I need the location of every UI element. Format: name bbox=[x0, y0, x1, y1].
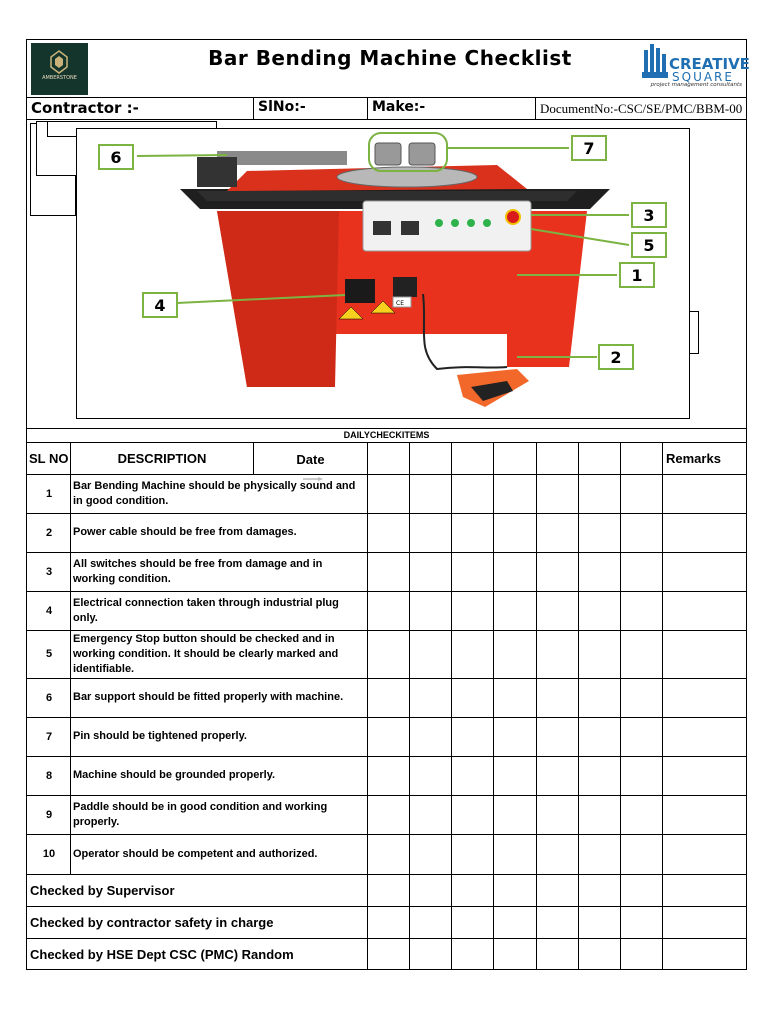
check-cell[interactable] bbox=[537, 835, 578, 874]
item-description: Electrical connection taken through industrial plug only. bbox=[73, 596, 339, 624]
remarks-cell[interactable] bbox=[663, 592, 747, 630]
remarks-cell[interactable] bbox=[663, 553, 747, 591]
signoff-cell[interactable] bbox=[579, 875, 620, 906]
check-cell[interactable] bbox=[494, 553, 536, 591]
check-cell[interactable] bbox=[452, 592, 493, 630]
check-cell[interactable] bbox=[494, 718, 536, 756]
check-cell[interactable] bbox=[410, 553, 451, 591]
signoff-cell[interactable] bbox=[410, 875, 451, 906]
signoff-cell[interactable] bbox=[663, 875, 747, 906]
signoff-cell[interactable] bbox=[663, 939, 747, 970]
check-cell[interactable] bbox=[410, 757, 451, 795]
check-cell[interactable] bbox=[621, 718, 662, 756]
label-7: 7 bbox=[583, 139, 595, 158]
item-number: 1 bbox=[45, 487, 53, 500]
label-1: 1 bbox=[631, 266, 643, 285]
item-number: 7 bbox=[45, 730, 53, 743]
item-number: 10 bbox=[42, 848, 56, 860]
check-cell[interactable] bbox=[621, 514, 662, 552]
remarks-cell[interactable] bbox=[663, 757, 747, 795]
check-cell[interactable] bbox=[579, 718, 620, 756]
signoff-cell[interactable] bbox=[579, 939, 620, 970]
check-cell[interactable] bbox=[579, 679, 620, 717]
column-header-description: DESCRIPTION bbox=[117, 451, 207, 466]
check-cell[interactable] bbox=[579, 553, 620, 591]
creative-square-logo bbox=[642, 42, 750, 92]
check-cell[interactable] bbox=[537, 631, 578, 678]
creative-square-line1: CREATIVE bbox=[669, 55, 750, 73]
signoff-cell[interactable] bbox=[410, 907, 451, 938]
item-description: Operator should be competent and authorized. bbox=[73, 847, 318, 860]
check-cell[interactable] bbox=[537, 475, 578, 513]
machine-image-frame bbox=[76, 128, 690, 419]
check-cell[interactable] bbox=[452, 514, 493, 552]
check-cell[interactable] bbox=[621, 553, 662, 591]
item-description: Power cable should be free from damages. bbox=[73, 526, 297, 538]
check-cell[interactable] bbox=[621, 592, 662, 630]
amberstone-logo bbox=[31, 43, 88, 95]
check-cell[interactable] bbox=[452, 835, 493, 874]
check-cell[interactable] bbox=[368, 553, 409, 591]
column-header-remarks: Remarks bbox=[666, 451, 721, 466]
footer-signoff-row: Checked by Supervisor bbox=[30, 882, 175, 898]
check-cell[interactable] bbox=[368, 631, 409, 678]
check-cell[interactable] bbox=[368, 475, 409, 513]
check-cell[interactable] bbox=[368, 757, 409, 795]
signoff-cell[interactable] bbox=[452, 875, 493, 906]
check-cell[interactable] bbox=[494, 679, 536, 717]
signoff-cell[interactable] bbox=[537, 907, 578, 938]
check-cell[interactable] bbox=[452, 796, 493, 834]
check-cell[interactable] bbox=[368, 592, 409, 630]
label-3: 3 bbox=[643, 206, 655, 225]
check-cell[interactable] bbox=[494, 514, 536, 552]
check-cell[interactable] bbox=[410, 475, 451, 513]
document-number: DocumentNo:-CSC/SE/PMC/BBM-00 bbox=[540, 101, 743, 116]
item-number: 8 bbox=[45, 769, 53, 782]
contractor-label: Contractor :- bbox=[31, 99, 139, 117]
check-cell[interactable] bbox=[537, 718, 578, 756]
item-description: Paddle should be in good condition and working properly. bbox=[73, 800, 328, 828]
check-cell[interactable] bbox=[410, 631, 451, 678]
check-cell[interactable] bbox=[494, 757, 536, 795]
signoff-cell[interactable] bbox=[452, 907, 493, 938]
signoff-cell[interactable] bbox=[621, 875, 662, 906]
check-cell[interactable] bbox=[494, 631, 536, 678]
signoff-cell[interactable] bbox=[494, 907, 536, 938]
check-cell[interactable] bbox=[494, 796, 536, 834]
remarks-cell[interactable] bbox=[663, 679, 747, 717]
label-5: 5 bbox=[643, 236, 655, 255]
check-cell[interactable] bbox=[579, 757, 620, 795]
signoff-cell[interactable] bbox=[368, 875, 409, 906]
signoff-cell[interactable] bbox=[621, 939, 662, 970]
signoff-cell[interactable] bbox=[368, 907, 409, 938]
signoff-cell[interactable] bbox=[537, 875, 578, 906]
check-cell[interactable] bbox=[368, 796, 409, 834]
arrow-right-icon bbox=[303, 466, 323, 470]
item-description: Pin should be tightened properly. bbox=[73, 730, 247, 742]
check-cell[interactable] bbox=[494, 592, 536, 630]
item-number: 3 bbox=[45, 565, 53, 578]
make-label: Make:- bbox=[372, 99, 426, 115]
bar-bending-machine-illustration bbox=[77, 129, 690, 419]
signoff-cell[interactable] bbox=[452, 939, 493, 970]
label-6: 6 bbox=[110, 148, 122, 167]
check-cell[interactable] bbox=[452, 553, 493, 591]
remarks-cell[interactable] bbox=[663, 835, 747, 874]
column-header-slno: SL NO bbox=[29, 451, 69, 466]
check-cell[interactable] bbox=[579, 835, 620, 874]
remarks-cell[interactable] bbox=[663, 796, 747, 834]
check-cell[interactable] bbox=[537, 592, 578, 630]
check-cell[interactable] bbox=[410, 679, 451, 717]
creative-square-tagline: project management consultants bbox=[650, 82, 742, 88]
check-cell[interactable] bbox=[579, 631, 620, 678]
check-cell[interactable] bbox=[537, 679, 578, 717]
check-cell[interactable] bbox=[494, 835, 536, 874]
remarks-cell[interactable] bbox=[663, 475, 747, 513]
signoff-cell[interactable] bbox=[537, 939, 578, 970]
check-cell[interactable] bbox=[410, 835, 451, 874]
slno-label: SlNo:- bbox=[258, 99, 306, 115]
item-number: 2 bbox=[45, 526, 53, 539]
footer-signoff-row: Checked by contractor safety in charge bbox=[30, 914, 274, 930]
check-cell[interactable] bbox=[452, 757, 493, 795]
signoff-cell[interactable] bbox=[621, 907, 662, 938]
footer-signoff-row: Checked by HSE Dept CSC (PMC) Random bbox=[30, 946, 294, 962]
check-cell[interactable] bbox=[368, 835, 409, 874]
item-description: All switches should be free from damage and in working condition. bbox=[73, 557, 323, 585]
check-cell[interactable] bbox=[621, 835, 662, 874]
creative-square-line2: SQUARE bbox=[672, 70, 734, 84]
remarks-cell[interactable] bbox=[663, 718, 747, 756]
check-cell[interactable] bbox=[452, 718, 493, 756]
item-description: Machine should be grounded properly. bbox=[73, 769, 276, 781]
signoff-cell[interactable] bbox=[494, 939, 536, 970]
check-cell[interactable] bbox=[579, 796, 620, 834]
check-cell[interactable] bbox=[410, 796, 451, 834]
item-description: Emergency Stop button should be checked and in working condition. It should be clearly marked and identifiable. bbox=[73, 632, 339, 675]
check-cell[interactable] bbox=[452, 475, 493, 513]
amberstone-logo-text: AMBERSTONE bbox=[42, 75, 77, 81]
check-cell[interactable] bbox=[579, 475, 620, 513]
remarks-cell[interactable] bbox=[663, 514, 747, 552]
check-cell[interactable] bbox=[537, 553, 578, 591]
check-cell[interactable] bbox=[621, 757, 662, 795]
item-number: 5 bbox=[45, 648, 53, 660]
signoff-cell[interactable] bbox=[494, 875, 536, 906]
check-cell[interactable] bbox=[452, 679, 493, 717]
check-cell[interactable] bbox=[537, 796, 578, 834]
check-cell[interactable] bbox=[410, 592, 451, 630]
item-description: Bar Bending Machine should be physically sound and in good condition. bbox=[73, 479, 356, 507]
check-cell[interactable] bbox=[452, 631, 493, 678]
item-number: 6 bbox=[45, 691, 53, 704]
signoff-cell[interactable] bbox=[410, 939, 451, 970]
item-description: Bar support should be fitted properly with machine. bbox=[73, 691, 344, 703]
label-2: 2 bbox=[610, 348, 622, 367]
item-number: 9 bbox=[45, 808, 53, 821]
label-4: 4 bbox=[154, 296, 166, 315]
ce-mark: CE bbox=[396, 300, 404, 307]
item-number: 4 bbox=[45, 604, 53, 617]
check-cell[interactable] bbox=[621, 796, 662, 834]
building-icon bbox=[642, 42, 668, 82]
check-cell[interactable] bbox=[410, 718, 451, 756]
signoff-cell[interactable] bbox=[368, 939, 409, 970]
remarks-cell[interactable] bbox=[663, 631, 747, 678]
check-cell[interactable] bbox=[537, 514, 578, 552]
section-title: DAILYCHECKITEMS bbox=[343, 430, 430, 440]
column-header-date: Date bbox=[296, 452, 325, 467]
check-cell[interactable] bbox=[621, 631, 662, 678]
check-cell[interactable] bbox=[410, 514, 451, 552]
page-title: Bar Bending Machine Checklist bbox=[208, 46, 572, 70]
signoff-cell[interactable] bbox=[579, 907, 620, 938]
check-cell[interactable] bbox=[537, 757, 578, 795]
check-cell[interactable] bbox=[621, 475, 662, 513]
check-cell[interactable] bbox=[368, 514, 409, 552]
check-cell[interactable] bbox=[579, 514, 620, 552]
check-cell[interactable] bbox=[494, 475, 536, 513]
check-cell[interactable] bbox=[579, 592, 620, 630]
signoff-cell[interactable] bbox=[663, 907, 747, 938]
check-cell[interactable] bbox=[368, 718, 409, 756]
check-cell[interactable] bbox=[368, 679, 409, 717]
check-cell[interactable] bbox=[621, 679, 662, 717]
